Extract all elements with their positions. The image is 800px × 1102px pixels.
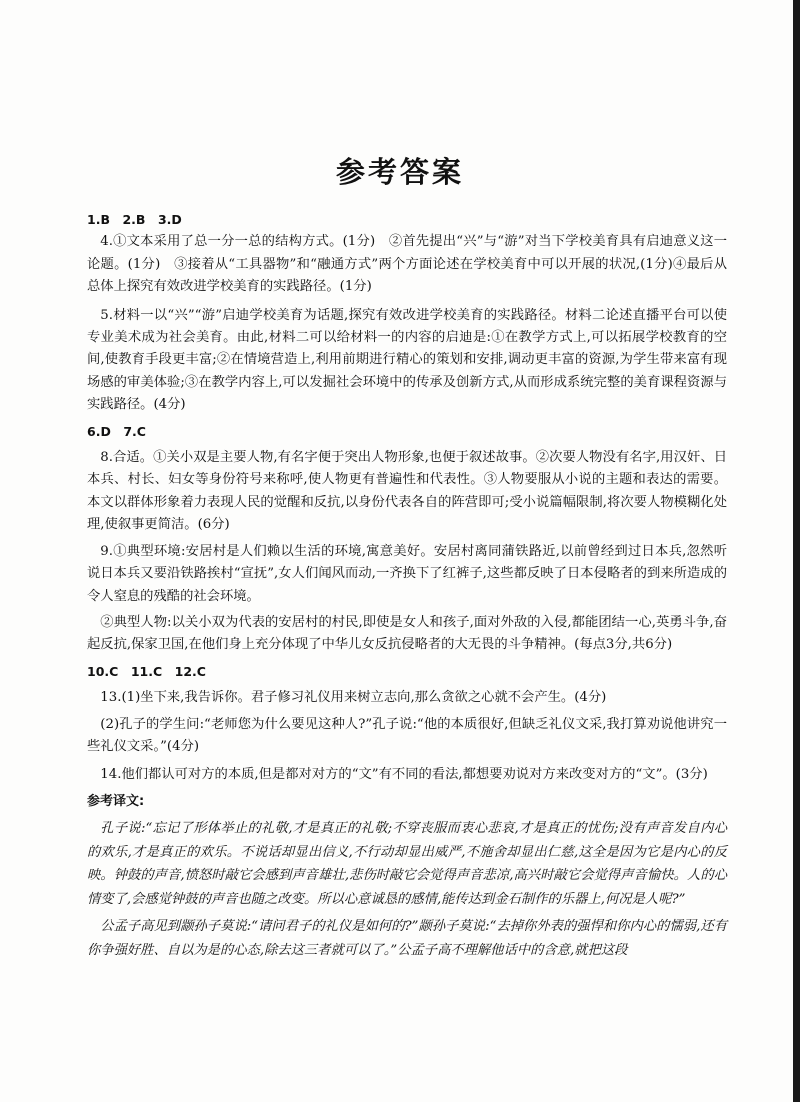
answer-body: [87, 209, 727, 962]
answer-q4: 4.①文本采用了总一分一总的结构方式。(1分) ②首先提出“兴”与“游”对当下学校美育具有启迪意义这一论题。(1分) ③接着从“工具器物”和“融通方式”两个方面论述在学校美育中可以开展的状况,(1分)④最后从总体上探究有效改进学校美育的实践路径。(1分): [87, 234, 727, 295]
answer-q14: 14.他们都认可对方的本质,但是都对对方的“文”有不同的看法,都想要劝说对方来改变对方的“文”。(3分): [100, 767, 708, 783]
answer-q6-7: 6.D 7.C: [87, 423, 146, 439]
answer-q13-part2: (2)孔子的学生问:“老师您为什么要见这种人?”孔子说:“他的本质很好,但缺乏礼仪文采,我打算劝说他讲究一些礼仪文采。”(4分): [87, 716, 727, 754]
translation-paragraph-1: 孔子说:“忘记了形体举止的礼敬,才是真正的礼敬;不穿丧服而衷心悲哀,才是真正的忧伤;没有声音发自内心的欢乐,才是真正的欢乐。不说话却显出信义,不行动却显出威严,不施舍却显出仁慈,这全是因为它是内心的反映。钟鼓的声音,愤怒时敲它会感到声音雄壮,悲伤时敲它会觉得声音悲凉,高兴时敲它会觉得声音愉快。人的心情变了,会感觉钟鼓的声音也随之改变。所以心意诚恳的感情,能传达到金石制作的乐器上,何况是人呢?”: [87, 821, 727, 907]
translation-heading: 参考译文:: [87, 793, 145, 809]
answer-q13-part1: 13.(1)坐下来,我告诉你。君子修习礼仪用来树立志向,那么贪欲之心就不会产生。(4分): [100, 690, 607, 706]
answer-q5: 5.材料一以“兴”“游”启迪学校美育为话题,探究有效改进学校美育的实践路径。材料二论述直播平台可以使专业美术成为社会美育。由此,材料二可以给材料一的内容的启迪是:①在教学方式上,可以拓展学校教育的空间,使教育手段更丰富;②在情境营造上,利用前期进行精心的策划和安排,调动更丰富的资源,为学生带来富有现场感的审美体验;③在教学内容上,可以发掘社会环境中的传承及创新方式,从而形成系统完整的美育课程资源与实践路径。(4分): [87, 307, 727, 413]
answer-q8: 8.合适。①关小双是主要人物,有名字便于突出人物形象,也便于叙述故事。②次要人物没有名字,用汉奸、日本兵、村长、妇女等身份符号来称呼,使人物更有普遍性和代表性。③人物要服从小说的主题和表达的需要。本文以群体形象着力表现人民的觉醒和反抗,以身份代表各自的阵营即可;受小说篇幅限制,将次要人物模糊化处理,使叙事更简洁。(6分): [87, 450, 727, 533]
answer-q9-part2: ②典型人物:以关小双为代表的安居村的村民,即使是女人和孩子,面对外敌的入侵,都能团结一心,英勇斗争,奋起反抗,保家卫国,在他们身上充分体现了中华儿女反抗侵略者的大无畏的斗争精神。(每点3分,共6分): [87, 614, 727, 653]
answer-q10-12: 10.C 11.C 12.C: [87, 663, 206, 679]
page-title: 参考答案: [335, 155, 464, 189]
answer-q9-part1: 9.①典型环境:安居村是人们赖以生活的环境,寓意美好。安居村离同蒲铁路近,以前曾经到过日本兵,忽然听说日本兵又要沿铁路挨村“宣抚”,女人们闻风而动,一齐换下了红裤子,这些都反映了日本侵略者的到来所造成的令人窒息的残酷的社会环境。: [87, 543, 727, 604]
translation-paragraph-2: 公孟子高见到颛孙子莫说:“请问君子的礼仪是如何的?”颛孙子莫说:“去掉你外表的强悍和你内心的懦弱,还有你争强好胜、自以为是的心态,除去这三者就可以了。”公孟子高不理解他话中的含意,就把这段: [87, 919, 727, 958]
answer-q1-3: 1.B 2.B 3.D: [87, 212, 182, 227]
